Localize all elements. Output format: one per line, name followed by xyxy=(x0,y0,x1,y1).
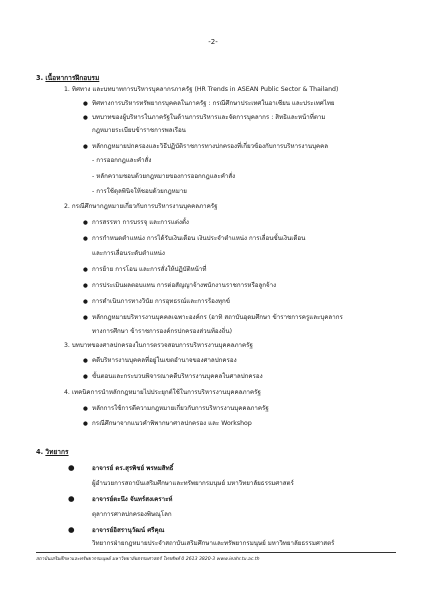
topic-3-bullet: ● คดีบริหารงานบุคคลที่อยู่ในเขตอำนาจของศาลปกครอง xyxy=(92,357,237,365)
topic-2-bullet: ● การย้าย การโอน และการสั่งให้ปฏิบัติหน้าที่ xyxy=(92,266,206,274)
topic-2-bullet: ● หลักกฎหมายบริหารงานบุคคลเฉพาะองค์กร (อาทิ สถาบันอุดมศึกษา ข้าราชการครูและบุคลากร xyxy=(92,314,343,322)
speaker-position: ผู้อำนวยการสถาบันเสริมศึกษาและทรัพยากรมนุษย์ มหาวิทยาลัยธรรมศาสตร์ xyxy=(92,480,294,487)
speaker-name: ● อาจารย์อิสรานุวัฒน์ ศรีคุณ xyxy=(92,527,164,535)
section-4-title: วิทยากร xyxy=(45,448,69,456)
topic-1-subitem: - การใช้ดุลพินิจให้ชอบด้วยกฎหมาย xyxy=(92,188,187,195)
topic-2-label: 2. กรณีศึกษากฎหมายเกี่ยวกับการบริหารงานบุคคลภาครัฐ xyxy=(64,203,218,210)
speaker-name: ● อาจารย์ตะนึง จันทร์สงเคราะห์ xyxy=(92,496,173,504)
topic-1-continuation: กฎหมายระเบียบข้าราชการพลเรือน xyxy=(92,127,186,134)
topic-1-bullet: ● ทิศทางการบริหารทรัพยากรบุคคลในภาครัฐ : กรณีศึกษาประเทศในอาเซียน และประเทศไทย xyxy=(92,100,335,108)
topic-1-bullet: ● บทบาทของผู้บริหารในภาครัฐในด้านการบริหารและจัดการบุคลากร : สิทธิและหน้าที่ตาม xyxy=(92,114,325,122)
speaker-position: วิทยากรฝ่ายกฎหมายประจำสถาบันเสริมศึกษาและทรัพยากรมนุษย์ มหาวิทยาลัยธรรมศาสตร์ xyxy=(92,540,335,547)
speaker-position: ตุลาการศาลปกครองพิษณุโลก xyxy=(92,511,172,518)
section-4-number: 4. xyxy=(36,448,44,456)
topic-2-bullet: ● การสรรหา การบรรจุ และการแต่งตั้ง xyxy=(92,219,189,227)
topic-4-label: 4. เทคนิคการนำหลักกฎหมายไปประยุกต์ใช้ในการบริหารงานบุคคลภาครัฐ xyxy=(64,389,261,396)
topic-3-label: 3. บทบาทของศาลปกครองในการตรวจสอบการบริหารงานบุคคลภาครัฐ xyxy=(64,342,253,349)
footer-divider xyxy=(36,552,396,553)
section-4-heading xyxy=(36,446,69,457)
topic-1-bullet: ● หลักกฎหมายปกครองและวิธีปฏิบัติราชการทางปกครองที่เกี่ยวข้องกับการบริหารงานบุคคล xyxy=(92,143,328,151)
topic-4-bullet: ● กรณีศึกษาจากแนวคำพิพากษาศาลปกครอง และ Workshop xyxy=(92,420,252,428)
section-3-heading xyxy=(36,72,99,83)
topic-3-bullet: ● ขั้นตอนและกระบวนพิจารณาคดีบริหารงานบุคคลในศาลปกครอง xyxy=(92,373,263,381)
section-3-number: 3. xyxy=(36,74,44,82)
topic-2-bullet: ● การดำเนินการทางวินัย การอุทธรณ์และการร้องทุกข์ xyxy=(92,298,230,306)
topic-2-continuation: ทางการศึกษา ข้าราชการองค์กรปกครองส่วนท้องถิ่น) xyxy=(92,328,233,335)
topic-2-bullet: ● การประเมินผลตอบแทน การต่อสัญญาจ้างพนักงานราชการหรือลูกจ้าง xyxy=(92,282,276,290)
section-3-title: เนื้อหาการฝึกอบรม xyxy=(45,74,100,82)
topic-1-subitem: - หลักความชอบด้วยกฎหมายของการออกกฎและคำสั่ง xyxy=(92,173,236,180)
topic-2-continuation: และการเลื่อนระดับตำแหน่ง xyxy=(92,250,165,257)
footer-text: สถาบันเสริมศึกษาและทรัพยากรมนุษย์ มหาวิทยาลัยธรรมศาสตร์ โทรศัพท์ 0 2613 3820-3 www.ieahr.tu.ac.th xyxy=(36,557,260,562)
speaker-name: ● อาจารย์ ดร.สุรพิชย์ พรหมสิทธิ์ xyxy=(92,465,173,473)
topic-2-bullet: ● การกำหนดตำแหน่ง การได้รับเงินเดือน เงินประจำตำแหน่ง การเลื่อนขั้นเงินเดือน xyxy=(92,235,305,243)
topic-1-subitem: - การออกกฎและคำสั่ง xyxy=(92,157,152,164)
topic-4-bullet: ● หลักการใช้การตีความกฎหมายเกี่ยวกับการบริหารงานบุคคลภาครัฐ xyxy=(92,405,269,413)
topic-1-label: 1. ทิศทาง และบทบาทการบริหารบุคลากรภาครัฐ (HR Trends in ASEAN Public Sector & Thailand) xyxy=(64,86,339,93)
page-number: -2- xyxy=(208,38,218,46)
